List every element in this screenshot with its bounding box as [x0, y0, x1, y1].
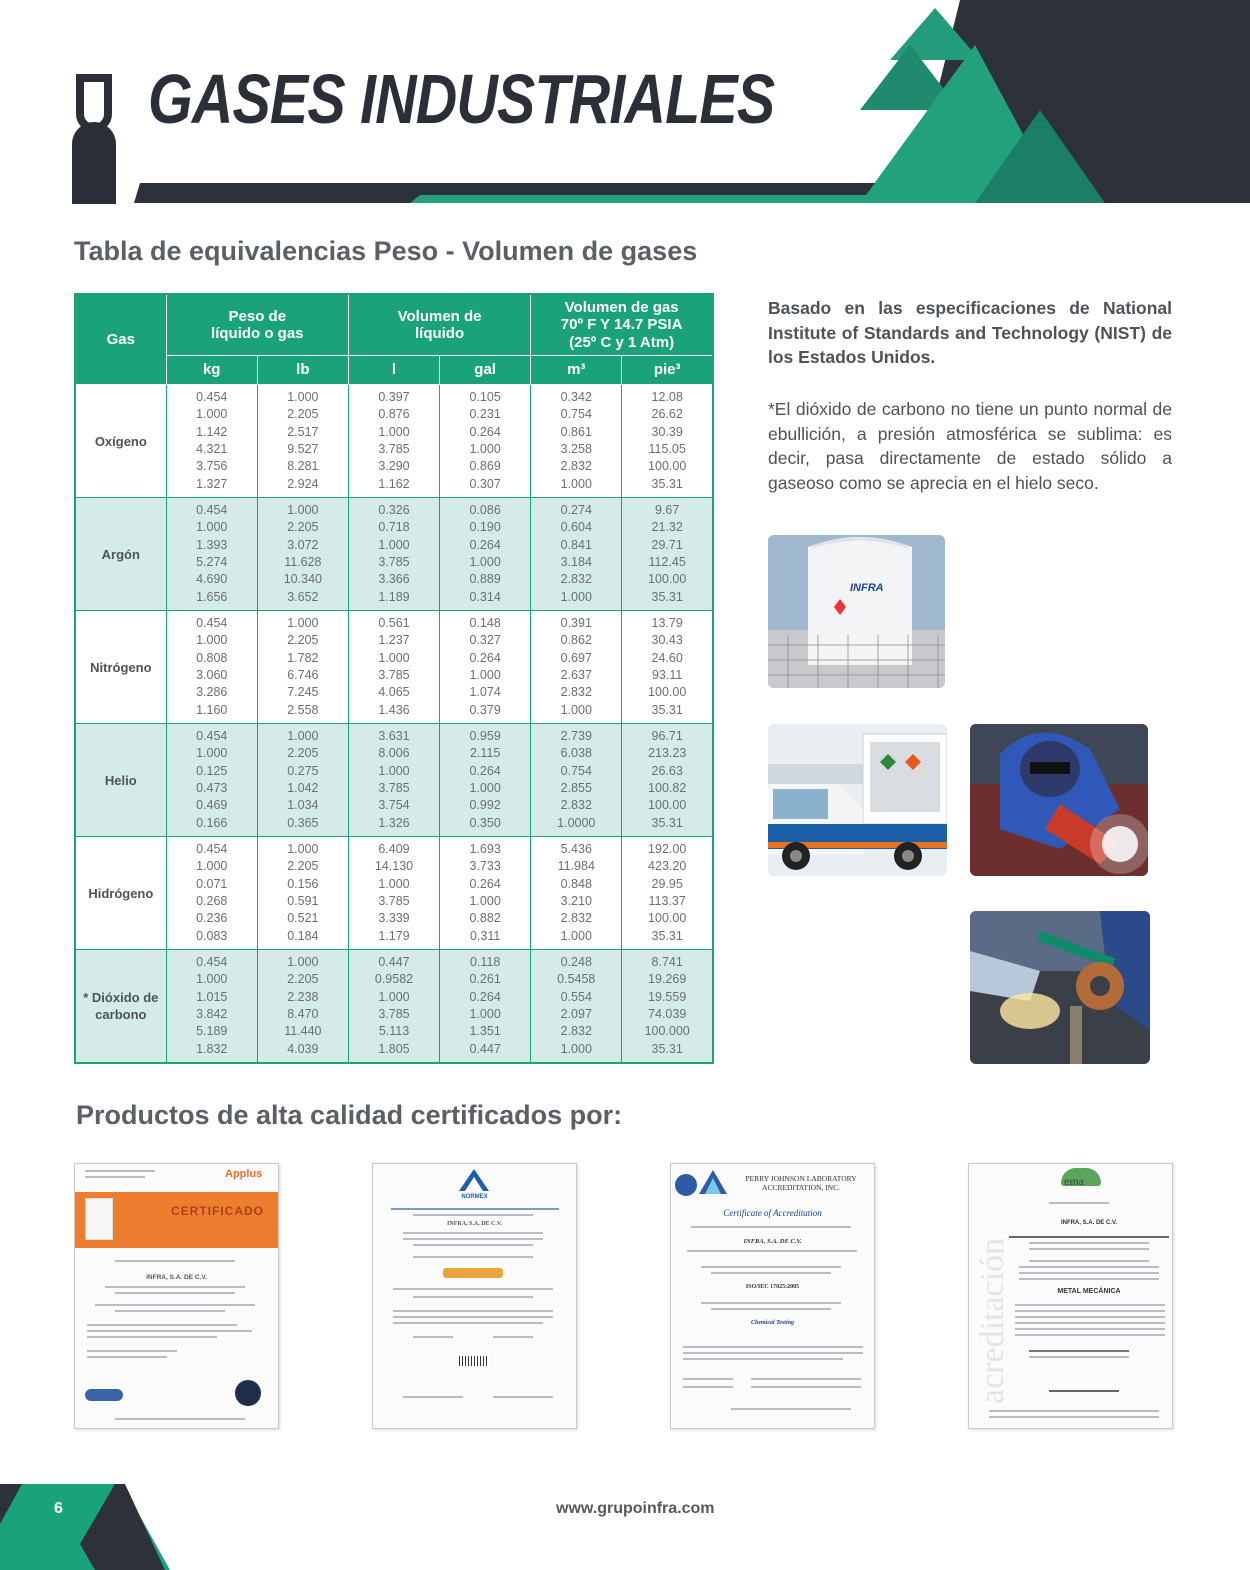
pj-standard: ISO/IEC 17025:2005: [745, 1284, 800, 1290]
certificate-normex: [372, 1163, 577, 1429]
value-cell-kg: 0.454 1.000 1.393 5.274 4.690 1.656: [166, 498, 257, 611]
gas-name-cell: Helio: [75, 724, 166, 837]
value-cell-kg: 0.454 1.000 1.142 4.321 3.756 1.327: [166, 385, 257, 498]
certificate-perry-johnson: [670, 1163, 875, 1429]
value-cell-lb: 1.000 2.205 0.275 1.042 1.034 0.365: [257, 724, 348, 837]
tank-logo-text: INFRA: [850, 582, 884, 594]
co2-note: *El dióxido de carbono no tiene un punto normal de ebullición, a presión atmosférica se sublima: es decir, pasa directamente de estado sólido a gaseoso como se aprecia en el hielo seco.: [768, 399, 1172, 493]
value-cell-gal: 0.118 0.261 0.264 1.000 1.351 0.447: [440, 950, 531, 1064]
value-cell-kg: 0.454 1.000 0.808 3.060 3.286 1.160: [166, 611, 257, 724]
value-cell-m3: 5.436 11.984 0.848 3.210 2.832 1.000: [531, 837, 622, 950]
gas-name-cell: * Dióxido de carbono: [75, 950, 166, 1064]
value-cell-kg: 0.454 1.000 0.125 0.473 0.469 0.166: [166, 724, 257, 837]
value-cell-gal: 0.148 0.327 0.264 1.000 1.074 0.379: [440, 611, 531, 724]
value-cell-l: 3.631 8.006 1.000 3.785 3.754 1.326: [348, 724, 439, 837]
value-cell-gal: 0.105 0.231 0.264 1.000 0.869 0.307: [440, 385, 531, 498]
unit-pie3: pie³: [622, 356, 713, 385]
gas-name-cell: Hidrógeno: [75, 837, 166, 950]
pj-company: INFRA, S.A. DE C.V.: [743, 1238, 802, 1245]
value-cell-kg: 0.454 1.000 1.015 3.842 5.189 1.832: [166, 950, 257, 1064]
unit-l: l: [348, 356, 439, 385]
value-cell-lb: 1.000 2.205 2.238 8.470 11.440 4.039: [257, 950, 348, 1064]
value-cell-pie3: 96.71 213.23 26.63 100.82 100.00 35.31: [622, 724, 713, 837]
pj-heading: Certificate of Accreditation: [723, 1208, 822, 1218]
value-cell-m3: 0.274 0.604 0.841 3.184 2.832 1.000: [531, 498, 622, 611]
page-title: GASES INDUSTRIALES: [148, 60, 775, 138]
equivalence-table: [74, 293, 714, 1064]
table-row: [75, 385, 713, 498]
pj-brand: PERRY JOHNSON LABORATORY ACCREDITATION, INC.: [745, 1174, 857, 1192]
unit-kg: kg: [166, 356, 257, 385]
value-cell-pie3: 8.741 19.269 19.559 74.039 100.000 35.31: [622, 950, 713, 1064]
ema-company: INFRA, S.A. DE C.V.: [1060, 1220, 1118, 1226]
footer-decoration: [0, 1484, 170, 1570]
value-cell-pie3: 12.08 26.62 30.39 115.05 100.00 35.31: [622, 385, 713, 498]
value-cell-gal: 1.693 3.733 0.264 1.000 0.882 0.311: [440, 837, 531, 950]
header-weight: Peso de líquido o gas: [166, 294, 348, 356]
value-cell-m3: 0.342 0.754 0.861 3.258 2.832 1.000: [531, 385, 622, 498]
page-number: 6: [54, 1500, 63, 1517]
value-cell-lb: 1.000 2.205 2.517 9.527 8.281 2.924: [257, 385, 348, 498]
applus-logo: Applus: [225, 1168, 263, 1180]
value-cell-lb: 1.000 2.205 3.072 11.628 10.340 3.652: [257, 498, 348, 611]
value-cell-m3: 0.391 0.862 0.697 2.637 2.832 1.000: [531, 611, 622, 724]
applus-heading: CERTIFICADO: [171, 1204, 264, 1218]
value-cell-pie3: 192.00 423.20 29.95 113.37 100.00 35.31: [622, 837, 713, 950]
website-url: www.grupoinfra.com: [556, 1500, 715, 1517]
unit-lb: lb: [257, 356, 348, 385]
nist-note: Basado en las especificaciones de National Institute of Standards and Technology (NIST) de los Estados Unidos.: [768, 298, 1172, 367]
value-cell-lb: 1.000 2.205 0.156 0.591 0.521 0.184: [257, 837, 348, 950]
value-cell-m3: 0.248 0.5458 0.554 2.097 2.832 1.000: [531, 950, 622, 1064]
applus-company: INFRA, S.A. DE C.V.: [146, 1274, 207, 1281]
tank-photo: [768, 535, 945, 688]
unit-m3: m³: [531, 356, 622, 385]
value-cell-kg: 0.454 1.000 0.071 0.268 0.236 0.083: [166, 837, 257, 950]
normex-logo: NORMEX: [461, 1194, 488, 1200]
gas-name-cell: Argón: [75, 498, 166, 611]
header-gas-volume-line3: (25º C y 1 Atm): [569, 333, 675, 351]
value-cell-l: 0.561 1.237 1.000 3.785 4.065 1.436: [348, 611, 439, 724]
table-row: [75, 724, 713, 837]
value-cell-gal: 0.086 0.190 0.264 1.000 0.889 0.314: [440, 498, 531, 611]
header-liquid-volume: Volumen de líquido: [348, 294, 530, 356]
welder-photo: [970, 724, 1148, 876]
gas-name-cell: Oxígeno: [75, 385, 166, 498]
gas-name-cell: Nitrógeno: [75, 611, 166, 724]
ema-field: METAL MECÁNICA: [1057, 1288, 1121, 1295]
certificate-ema: acreditación ema INFRA, S.A. DE C.V. METAL MECÁNICA: [968, 1163, 1173, 1429]
table-row: [75, 611, 713, 724]
gas-cylinder-icon: [70, 74, 118, 204]
value-cell-l: 6.409 14.130 1.000 3.785 3.339 1.179: [348, 837, 439, 950]
truck-photo: [768, 724, 947, 876]
header-gas-volume-line1: Volumen de gas: [564, 299, 679, 317]
certificate-applus: [74, 1163, 279, 1429]
certifications-title: Productos de alta calidad certificados por:: [76, 1100, 623, 1130]
header-gas-volume: [531, 294, 713, 356]
table-row: [75, 498, 713, 611]
table-row: [75, 950, 713, 1064]
value-cell-gal: 0.959 2.115 0.264 1.000 0.992 0.350: [440, 724, 531, 837]
value-cell-m3: 2.739 6.038 0.754 2.855 2.832 1.0000: [531, 724, 622, 837]
value-cell-l: 0.326 0.718 1.000 3.785 3.366 1.189: [348, 498, 439, 611]
normex-company: INFRA, S.A. DE C.V.: [447, 1221, 502, 1227]
value-cell-pie3: 9.67 21.32 29.71 112.45 100.00 35.31: [622, 498, 713, 611]
unit-gal: gal: [440, 356, 531, 385]
value-cell-l: 0.447 0.9582 1.000 3.785 5.113 1.805: [348, 950, 439, 1064]
value-cell-lb: 1.000 2.205 1.782 6.746 7.245 2.558: [257, 611, 348, 724]
section-title: Tabla de equivalencias Peso - Volumen de gases: [74, 236, 698, 266]
header-gas-volume-line2: 70º F Y 14.7 PSIA: [560, 316, 683, 334]
pj-field: Chemical Testing: [751, 1320, 794, 1326]
ema-logo: ema: [1064, 1174, 1084, 1188]
header-gas: Gas: [75, 294, 166, 385]
cutting-photo: [970, 911, 1150, 1064]
value-cell-l: 0.397 0.876 1.000 3.785 3.290 1.162: [348, 385, 439, 498]
table-row: [75, 837, 713, 950]
value-cell-pie3: 13.79 30.43 24.60 93.11 100.00 35.31: [622, 611, 713, 724]
